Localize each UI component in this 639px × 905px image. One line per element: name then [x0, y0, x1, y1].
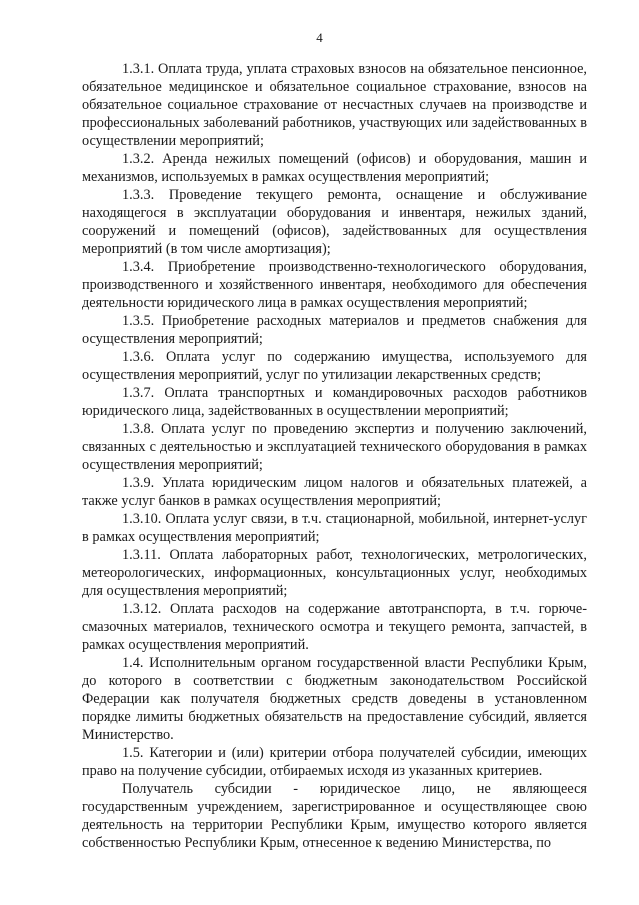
- paragraph-1-5: 1.5. Категории и (или) критерии отбора получателей субсидии, имеющих право на получение субсидии, отбираемых исходя из указанных критериев.: [82, 745, 587, 779]
- paragraph-1-4: 1.4. Исполнительным органом государственной власти Республики Крым, до которого в соответствии с бюджетным законодательством Российской Федерации как получателя бюджетных средств доведены в установленном порядке лимиты бюджетных обязательств на предоставление субсидий, является Министерство.: [82, 655, 587, 743]
- paragraph-1-3-7: 1.3.7. Оплата транспортных и командировочных расходов работников юридического лица, задействованных в осуществлении мероприятий;: [82, 385, 587, 419]
- paragraph-1-3-10: 1.3.10. Оплата услуг связи, в т.ч. стационарной, мобильной, интернет-услуг в рамках осуществления мероприятий;: [82, 511, 587, 545]
- paragraph-1-3-6: 1.3.6. Оплата услуг по содержанию имущества, используемого для осуществления мероприятий, услуг по утилизации лекарственных средств;: [82, 349, 587, 383]
- document-body: [82, 60, 587, 852]
- paragraph-1-3-9: 1.3.9. Уплата юридическим лицом налогов и обязательных платежей, а также услуг банков в рамках осуществления мероприятий;: [82, 475, 587, 509]
- paragraph-recipient: Получатель субсидии - юридическое лицо, не являющееся государственным учреждением, зарегистрированное и осуществляющее свою деятельность на территории Республики Крым, имущество которого является собственностью Республики Крым, отнесенное к ведению Министерства, по: [82, 781, 587, 851]
- page-number: 4: [316, 30, 323, 45]
- paragraph-1-3-5: 1.3.5. Приобретение расходных материалов и предметов снабжения для осуществления мероприятий;: [82, 313, 587, 347]
- paragraph-1-3-1: 1.3.1. Оплата труда, уплата страховых взносов на обязательное пенсионное, обязательное медицинское и обязательное социальное страхование, взносов на обязательное социальное страхование от несчастных случаев на производстве и профессиональных заболеваний работников, участвующих или задействованных в осуществлении мероприятий;: [82, 61, 587, 149]
- paragraph-1-3-12: 1.3.12. Оплата расходов на содержание автотранспорта, в т.ч. горюче-смазочных материалов, технического осмотра и текущего ремонта, запчастей, в рамках осуществления мероприятий.: [82, 601, 587, 653]
- paragraph-1-3-3: 1.3.3. Проведение текущего ремонта, оснащение и обслуживание находящегося в эксплуатации оборудования и инвентаря, нежилых зданий, сооружений и помещений (офисов), задействованных для осуществления мероприятий (в том числе амортизация);: [82, 187, 587, 257]
- paragraph-1-3-2: 1.3.2. Аренда нежилых помещений (офисов) и оборудования, машин и механизмов, используемых в рамках осуществления мероприятий;: [82, 151, 587, 185]
- paragraph-1-3-8: 1.3.8. Оплата услуг по проведению экспертиз и получению заключений, связанных с деятельностью и эксплуатацией технического оборудования в рамках осуществления мероприятий;: [82, 421, 587, 473]
- paragraph-1-3-4: 1.3.4. Приобретение производственно-технологического оборудования, производственного и хозяйственного инвентаря, необходимого для обеспечения деятельности юридического лица в рамках осуществления мероприятий;: [82, 259, 587, 311]
- paragraph-1-3-11: 1.3.11. Оплата лабораторных работ, технологических, метрологических, метеорологических, информационных, консультационных услуг, необходимых для осуществления мероприятий;: [82, 547, 587, 599]
